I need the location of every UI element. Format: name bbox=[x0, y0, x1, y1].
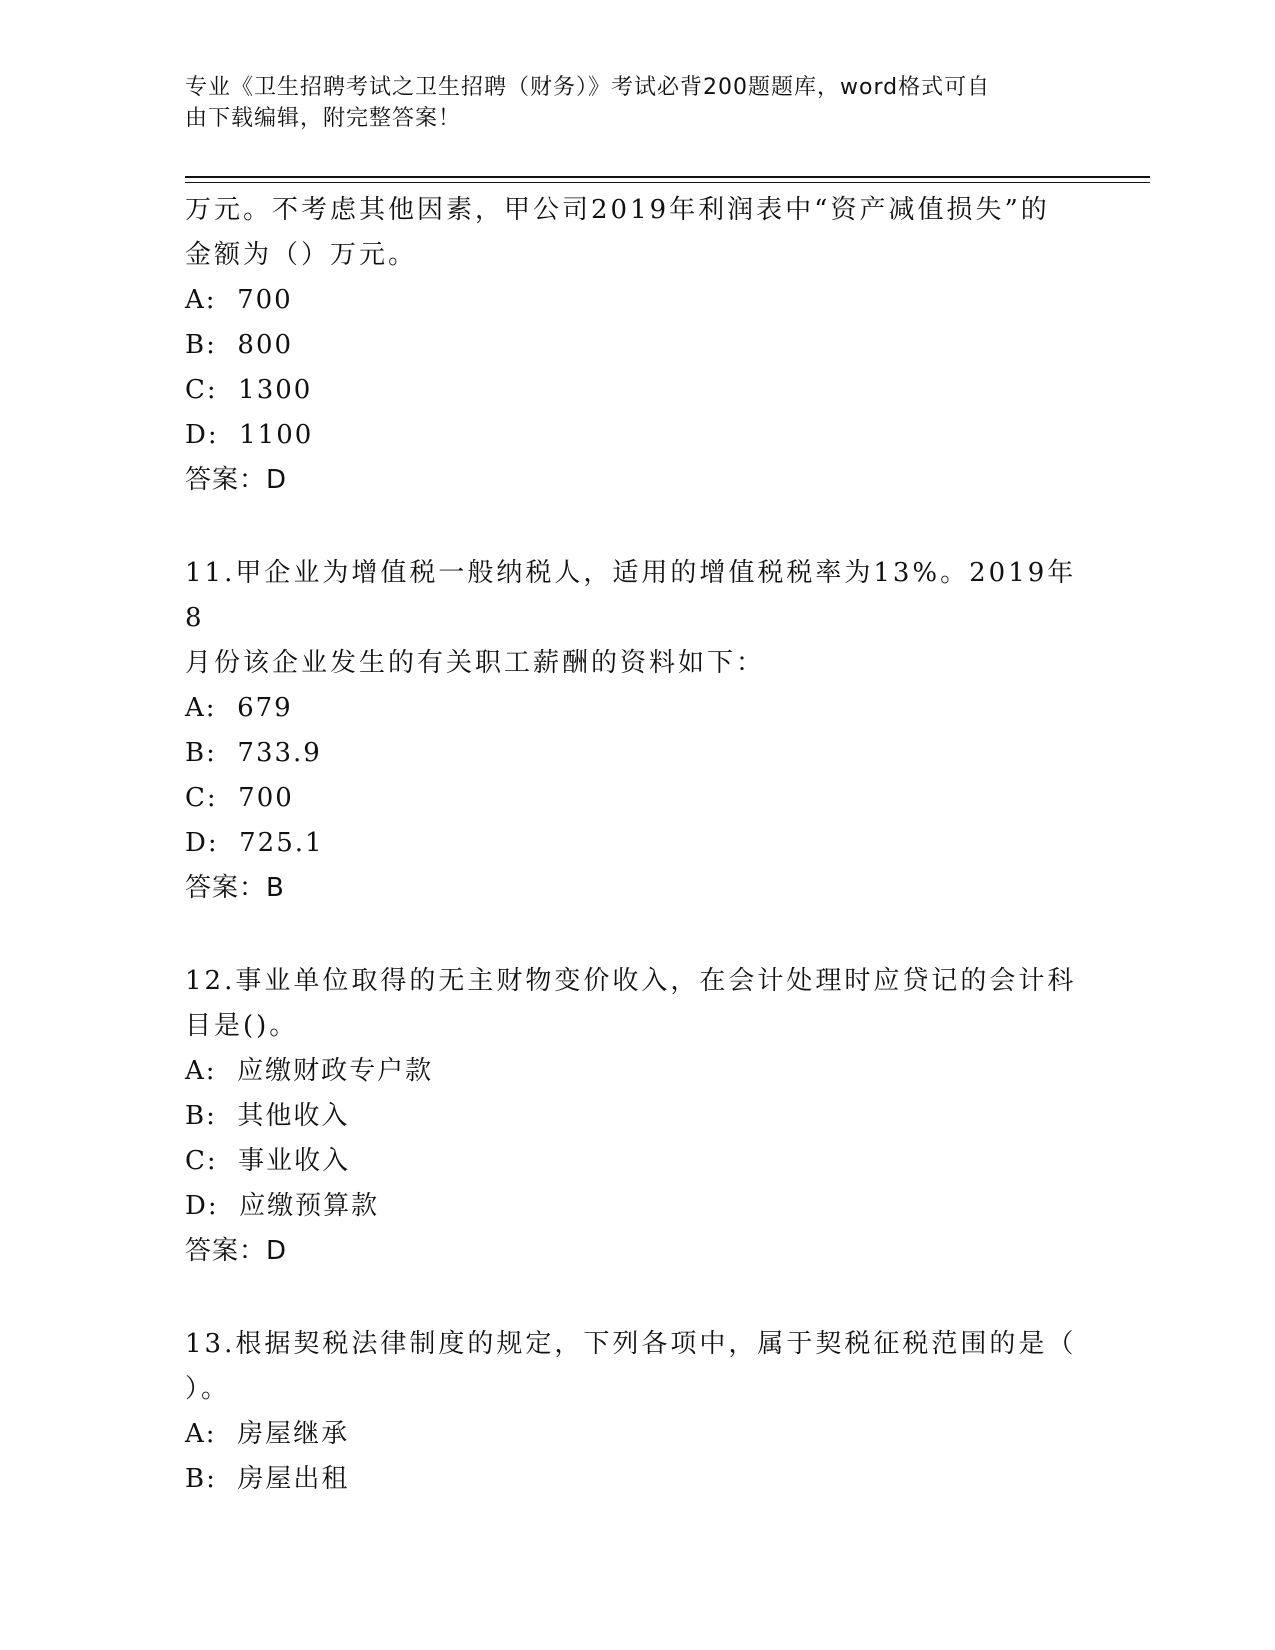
header-line-1: 专业《卫生招聘考试之卫生招聘（财务）》考试必背200题题库，word格式可自 bbox=[185, 75, 991, 100]
option-b: B: 房屋出租 bbox=[185, 1464, 350, 1494]
header-rule-thin bbox=[185, 182, 1150, 183]
question-text-line: 目是()。 bbox=[185, 1011, 299, 1041]
option-a: A: 应缴财政专户款 bbox=[185, 1056, 434, 1086]
question-10 bbox=[185, 188, 1085, 503]
spacer bbox=[185, 1274, 1085, 1322]
option-d: D: 725.1 bbox=[185, 828, 324, 858]
spacer bbox=[185, 503, 1085, 551]
option-a: A: 房屋继承 bbox=[185, 1419, 350, 1449]
header-rule-thick bbox=[185, 176, 1150, 178]
question-text-line: 月份该企业发生的有关职工薪酬的资料如下： bbox=[185, 648, 766, 678]
answer: 答案：B bbox=[185, 873, 285, 903]
document-header bbox=[185, 72, 1065, 134]
option-d: D: 应缴预算款 bbox=[185, 1191, 380, 1221]
question-text-line: 12.事业单位取得的无主财物变价收入，在会计处理时应贷记的会计科 bbox=[185, 966, 1077, 996]
answer: 答案：D bbox=[185, 465, 288, 495]
option-d: D: 1100 bbox=[185, 420, 314, 450]
question-13 bbox=[185, 1322, 1085, 1502]
question-text-line: 金额为（）万元。 bbox=[185, 240, 418, 270]
option-b: B: 733.9 bbox=[185, 738, 322, 768]
question-text-line: 13.根据契税法律制度的规定，下列各项中，属于契税征税范围的是（ bbox=[185, 1329, 1077, 1359]
question-text-line: ）。 bbox=[185, 1374, 231, 1404]
option-a: A: 679 bbox=[185, 693, 293, 723]
answer: 答案：D bbox=[185, 1236, 288, 1266]
header-line-2: 由下载编辑，附完整答案！ bbox=[185, 106, 462, 131]
question-12 bbox=[185, 959, 1085, 1274]
option-b: B: 其他收入 bbox=[185, 1101, 350, 1131]
option-b: B: 800 bbox=[185, 330, 294, 360]
question-list bbox=[185, 188, 1085, 1502]
spacer bbox=[185, 911, 1085, 959]
option-c: C: 1300 bbox=[185, 375, 313, 405]
question-11 bbox=[185, 551, 1085, 911]
option-a: A: 700 bbox=[185, 285, 293, 315]
option-c: C: 700 bbox=[185, 783, 294, 813]
question-text-line: 11.甲企业为增值税一般纳税人，适用的增值税税率为13%。2019年8 bbox=[185, 558, 1077, 633]
option-c: C: 事业收入 bbox=[185, 1146, 351, 1176]
question-text-line: 万元。不考虑其他因素，甲公司2019年利润表中“资产减值损失”的 bbox=[185, 195, 1050, 225]
